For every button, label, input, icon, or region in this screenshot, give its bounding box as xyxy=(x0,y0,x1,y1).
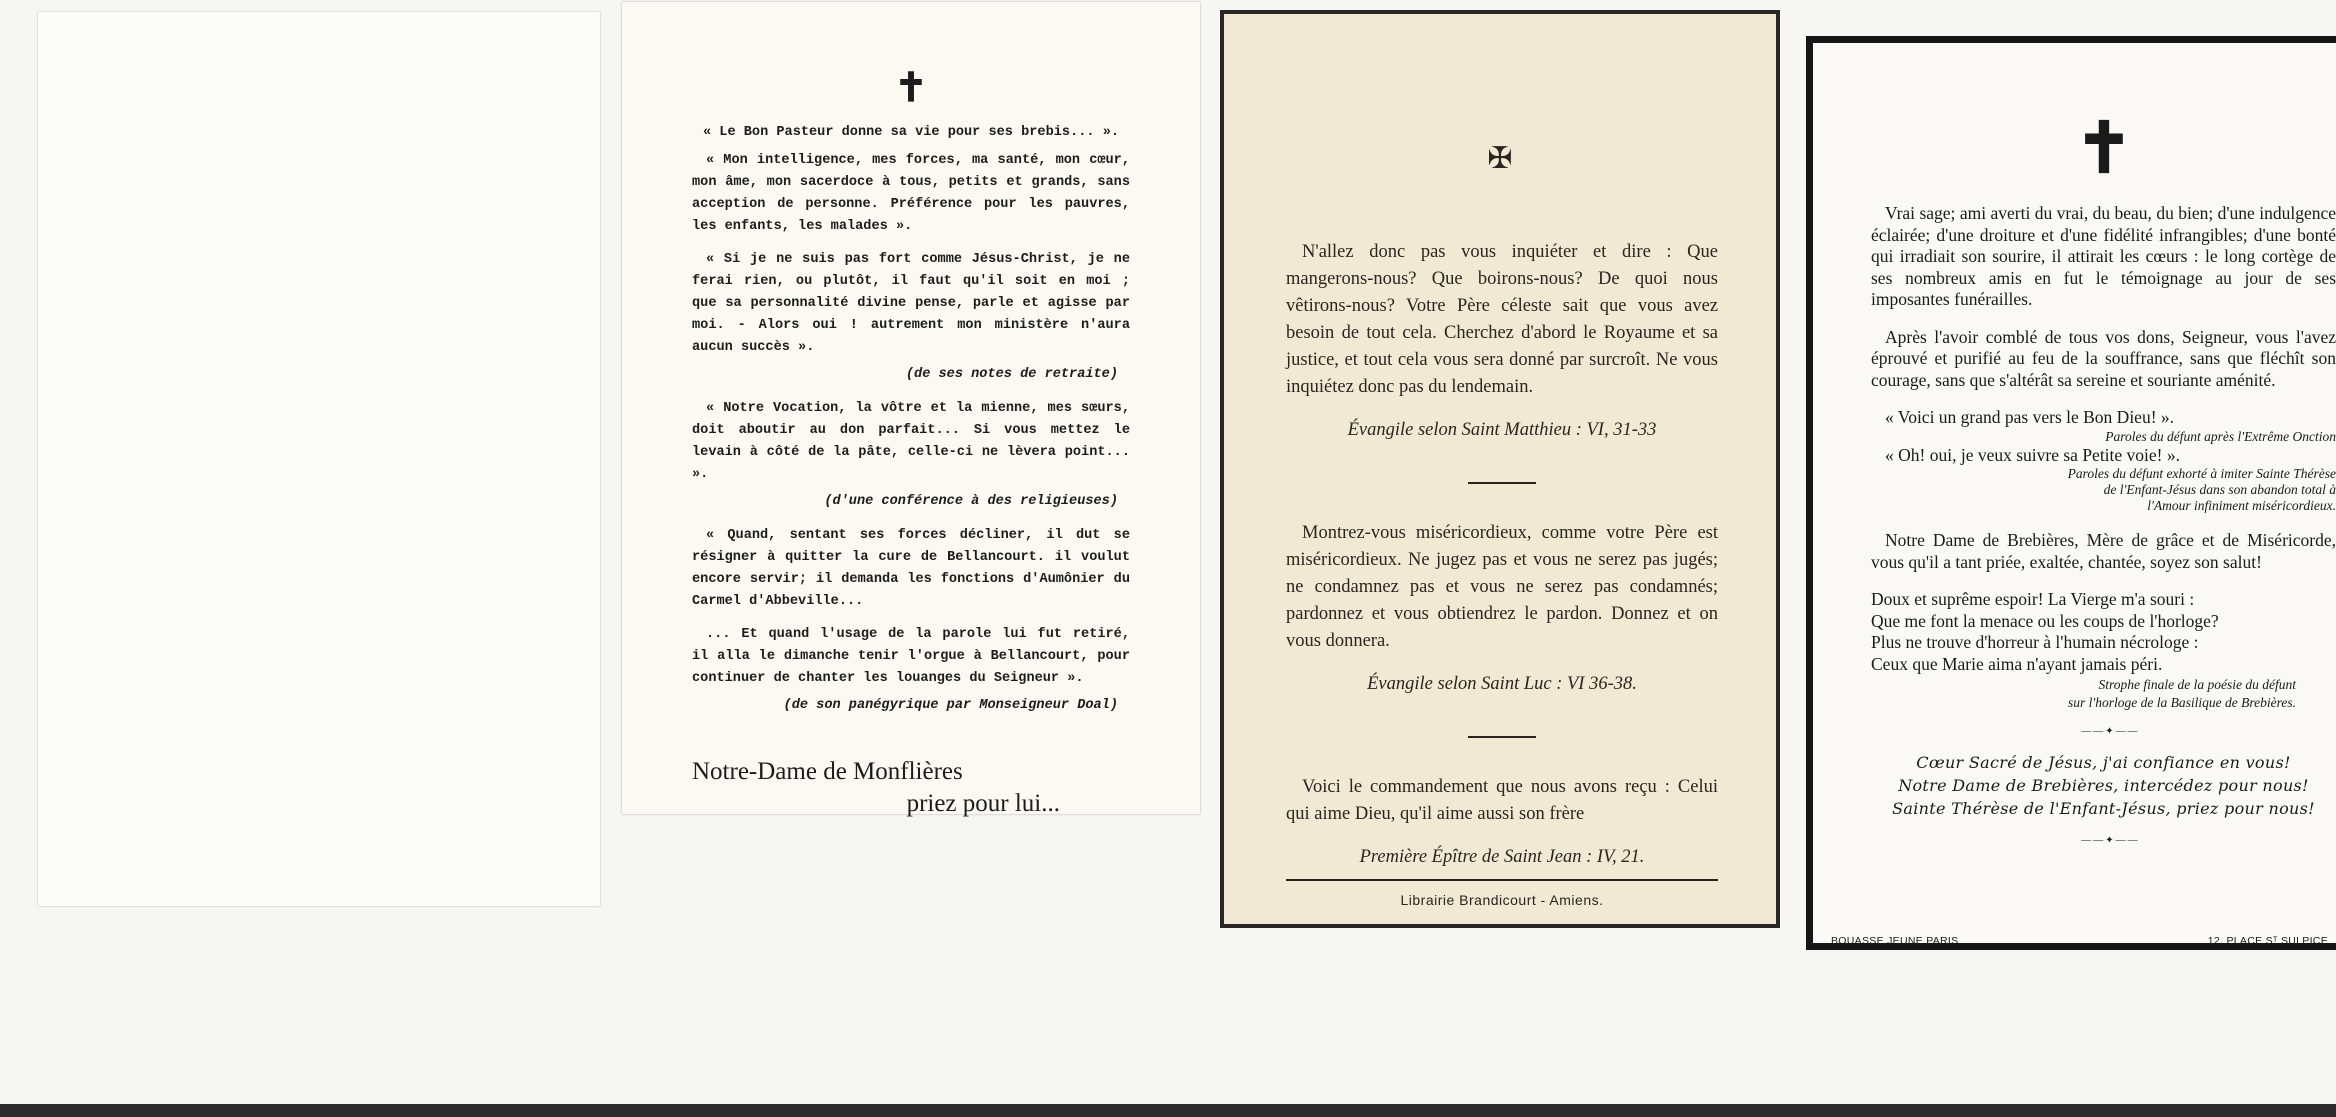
poem-line: Doux et suprême espoir! La Vierge m'a souri : xyxy=(1871,589,2195,609)
poem-source-2: sur l'horloge de la Basilique de Brebières. xyxy=(2068,695,2296,710)
quote-intelligence: « Mon intelligence, mes forces, ma santé, mon cœur, mon âme, mon sacerdoce à tous, petits et grands, sans acception de personne. Préférence pour les pauvres, les enfants, les malades ». xyxy=(692,153,1130,234)
quote-vocation: « Notre Vocation, la vôtre et la mienne, mes sœurs, doit aboutir au don parfait... Si vous mettez le levain à côté de la pâte, celle-ci ne lèvera point... ». xyxy=(692,401,1130,482)
passage-jean: Voici le commandement que nous avons reçu : Celui qui aime Dieu, qu'il aime aussi son frère xyxy=(1286,777,1718,824)
cross-icon: ✝ xyxy=(2074,111,2134,188)
blank-card xyxy=(38,12,600,906)
memorial-card-monflieres xyxy=(622,2,1200,817)
source-conference: (d'une conférence à des religieuses) xyxy=(824,494,1118,509)
poem-line: Plus ne trouve d'horreur à l'humain nécrologe : xyxy=(1871,632,2199,652)
poem-source-1: Strophe finale de la poésie du défunt xyxy=(2098,677,2296,692)
paragraph-vrai-sage: Vrai sage; ami averti du vrai, du beau, du bien; d'une indulgence éclairée; d'une droiture et d'une fidélité infrangibles; d'une bonté qui irradiait son sourire, il attirait les cœurs : le long cortège de ses nombreux amis en fut le témoignage au jour de ses imposantes funérailles. xyxy=(1871,203,2336,309)
closing-priez: priez pour lui... xyxy=(906,790,1060,817)
invocation: Cœur Sacré de Jésus, j'ai confiance en vous! xyxy=(1916,752,2291,772)
memorial-card-evangile xyxy=(1220,10,1780,928)
footer-left: BOUASSE JEUNE PARIS xyxy=(1831,935,1959,947)
closing-notre-dame: Notre-Dame de Monflières xyxy=(692,758,963,785)
poem-line: Que me font la menace ou les coups de l'horloge? xyxy=(1871,610,2219,631)
passage-luc: Montrez-vous miséricordieux, comme votre Père est miséricordieux. Ne jugez pas et vous ne serez pas jugés; ne condamnez pas et vous ne serez pas condamnés; pardonnez et vous obtiendrez le pardon. Donnez et on vous donnera. xyxy=(1286,523,1718,651)
quote-bon-pasteur: « Le Bon Pasteur donne sa vie pour ses brebis... ». xyxy=(702,125,1120,140)
ref-jean: Première Épître de Saint Jean : IV, 21. xyxy=(1359,847,1645,867)
separator: ——✦—— xyxy=(2081,726,2140,737)
paragraph-notre-dame: Notre Dame de Brebières, Mère de grâce et de Miséricorde, vous qu'il a tant priée, exaltée, chantée, soyez son salut! xyxy=(1871,530,2336,572)
quote-petite-voie: « Oh! oui, je veux suivre sa Petite voie! ». xyxy=(1885,444,2181,465)
memorial-card-brebieres xyxy=(1806,36,2336,950)
quote-bellancourt: « Quand, sentant ses forces décliner, il dut se résigner à quitter la cure de Bellancourt. il voulut encore servir; il demanda les fonctions d'Aumônier du Carmel d'Abbeville... xyxy=(692,528,1130,609)
publisher: Librairie Brandicourt - Amiens. xyxy=(1286,879,1718,914)
quote-orgue: ... Et quand l'usage de la parole lui fut retiré, il alla le dimanche tenir l'orgue à Bellancourt, pour continuer de chanter les louanges du Seigneur ». xyxy=(692,627,1130,686)
invocation: Notre Dame de Brebières, intercédez pour nous! xyxy=(1898,775,2309,795)
cross-icon: ✝ xyxy=(894,69,928,114)
separator: ——✦—— xyxy=(2081,834,2140,846)
divider xyxy=(1468,736,1536,738)
source-extreme-onction: Paroles du défunt après l'Extrême Onction xyxy=(2105,428,2336,444)
source-sainte-therese-2: de l'Enfant-Jésus dans son abandon total à xyxy=(2103,482,2336,497)
source-sainte-therese-3: l'Amour infiniment miséricordieux. xyxy=(2147,498,2336,513)
ref-matthieu: Évangile selon Saint Matthieu : VI, 31-33 xyxy=(1347,420,1657,440)
poem-line: Ceux que Marie aima n'ayant jamais péri. xyxy=(1871,653,2163,674)
printer-footer xyxy=(1831,931,2328,953)
quote-grand-pas: « Voici un grand pas vers le Bon Dieu! ». xyxy=(1885,407,2175,427)
footer-right: 12, PLACE Sᵀ SULPICE xyxy=(2207,935,2328,947)
source-panegyrique: (de son panégyrique par Monseigneur Doal) xyxy=(783,698,1118,713)
passage-matthieu: N'allez donc pas vous inquiéter et dire : Que mangerons-nous? Que boirons-nous? De quoi nous vêtirons-nous? Votre Père céleste sait que vous avez besoin de tout cela. Cherchez d'abord le Royaume et sa justice, et tout cela vous sera donné par surcroît. Ne vous inquiétez donc pas du lendemain. xyxy=(1286,242,1718,397)
quote-jesus-christ: « Si je ne suis pas fort comme Jésus-Christ, je ne ferai rien, ou plutôt, il faut qu'il soit en moi ; que sa personnalité divine pense, parle et agisse par moi. - Alors oui ! autrement mon ministère n'aura aucun succès ». xyxy=(692,252,1130,355)
divider xyxy=(1468,482,1536,484)
paragraph-apres: Après l'avoir comblé de tous vos dons, Seigneur, vous l'avez éprouvé et purifié au feu de la souffrance, sans que fléchît son courage, sans que s'altérât sa sereine et souriante aménité. xyxy=(1871,326,2336,390)
source-sainte-therese-1: Paroles du défunt exhorté à imiter Sainte Thérèse xyxy=(2067,466,2336,481)
cross-icon: ✠ xyxy=(1487,142,1513,175)
source-notes-retraite: (de ses notes de retraite) xyxy=(905,367,1118,382)
scan-edge xyxy=(0,1104,2336,1117)
ref-luc: Évangile selon Saint Luc : VI 36-38. xyxy=(1367,674,1637,694)
invocation: Sainte Thérèse de l'Enfant-Jésus, priez pour nous! xyxy=(1892,798,2315,818)
